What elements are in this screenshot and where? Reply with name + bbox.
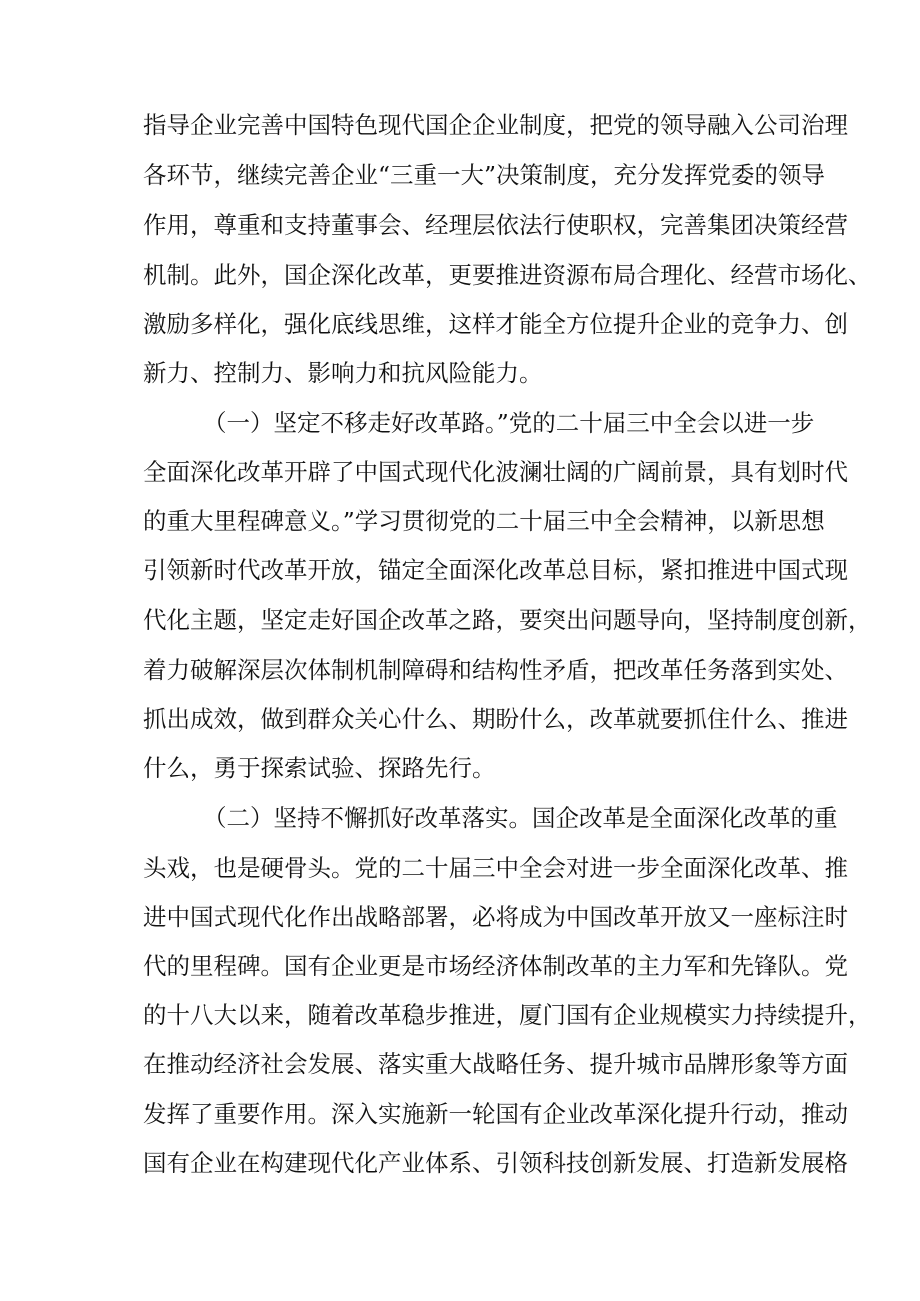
paragraph-3-line-4: 代的里程碑。国有企业更是市场经济体制改革的主力军和先锋队。党	[143, 952, 848, 980]
paragraph-1-line-6: 新力、控制力、影响力和抗风险能力。	[143, 359, 543, 387]
paragraph-3-line-2: 头戏，也是硬骨头。党的二十届三中全会对进一步全面深化改革、推	[143, 854, 848, 882]
paragraph-2-line-6: 着力破解深层次体制机制障碍和结构性矛盾，把改革任务落到实处、	[143, 656, 848, 684]
paragraph-2-line-7: 抓出成效，做到群众关心什么、期盼什么，改革就要抓住什么、推进	[143, 705, 848, 733]
paragraph-3-line-5: 的十八大以来，随着改革稳步推进，厦门国有企业规模实力持续提升，	[143, 1001, 872, 1029]
paragraph-3-line-1: （二）坚持不懈抓好改革落实。国企改革是全面深化改革的重	[203, 804, 838, 832]
paragraph-3-line-3: 进中国式现代化作出战略部署，必将成为中国改革开放又一座标注时	[143, 903, 848, 931]
paragraph-2-line-3: 的重大里程碑意义。”学习贯彻党的二十届三中全会精神，以新思想	[143, 507, 825, 535]
paragraph-2-line-2: 全面深化改革开辟了中国式现代化波澜壮阔的广阔前景，具有划时代	[143, 458, 848, 486]
paragraph-2-line-1: （一）坚定不移走好改革路。”党的二十届三中全会以进一步	[203, 409, 815, 437]
paragraph-2-line-8: 什么，勇于探索试验、探路先行。	[143, 754, 496, 782]
paragraph-1-line-2: 各环节，继续完善企业“三重一大”决策制度，充分发挥党委的领导	[143, 161, 826, 189]
paragraph-3-line-7: 发挥了重要作用。深入实施新一轮国有企业改革深化提升行动，推动	[143, 1100, 848, 1128]
paragraph-1-line-3: 作用，尊重和支持董事会、经理层依法行使职权，完善集团决策经营	[143, 211, 848, 239]
paragraph-1-line-4: 机制。此外，国企深化改革，更要推进资源布局合理化、经营市场化、	[143, 261, 872, 289]
paragraph-3-line-6: 在推动经济社会发展、落实重大战略任务、提升城市品牌形象等方面	[143, 1050, 848, 1078]
paragraph-3-line-8: 国有企业在构建现代化产业体系、引领科技创新发展、打造新发展格	[143, 1149, 848, 1177]
paragraph-1-line-5: 激励多样化，强化底线思维，这样才能全方位提升企业的竞争力、创	[143, 310, 848, 338]
paragraph-1-line-1: 指导企业完善中国特色现代国企企业制度，把党的领导融入公司治理	[143, 111, 848, 139]
paragraph-2-line-4: 引领新时代改革开放，锚定全面深化改革总目标，紧扣推进中国式现	[143, 556, 848, 584]
paragraph-2-line-5: 代化主题，坚定走好国企改革之路，要突出问题导向，坚持制度创新，	[143, 606, 872, 634]
